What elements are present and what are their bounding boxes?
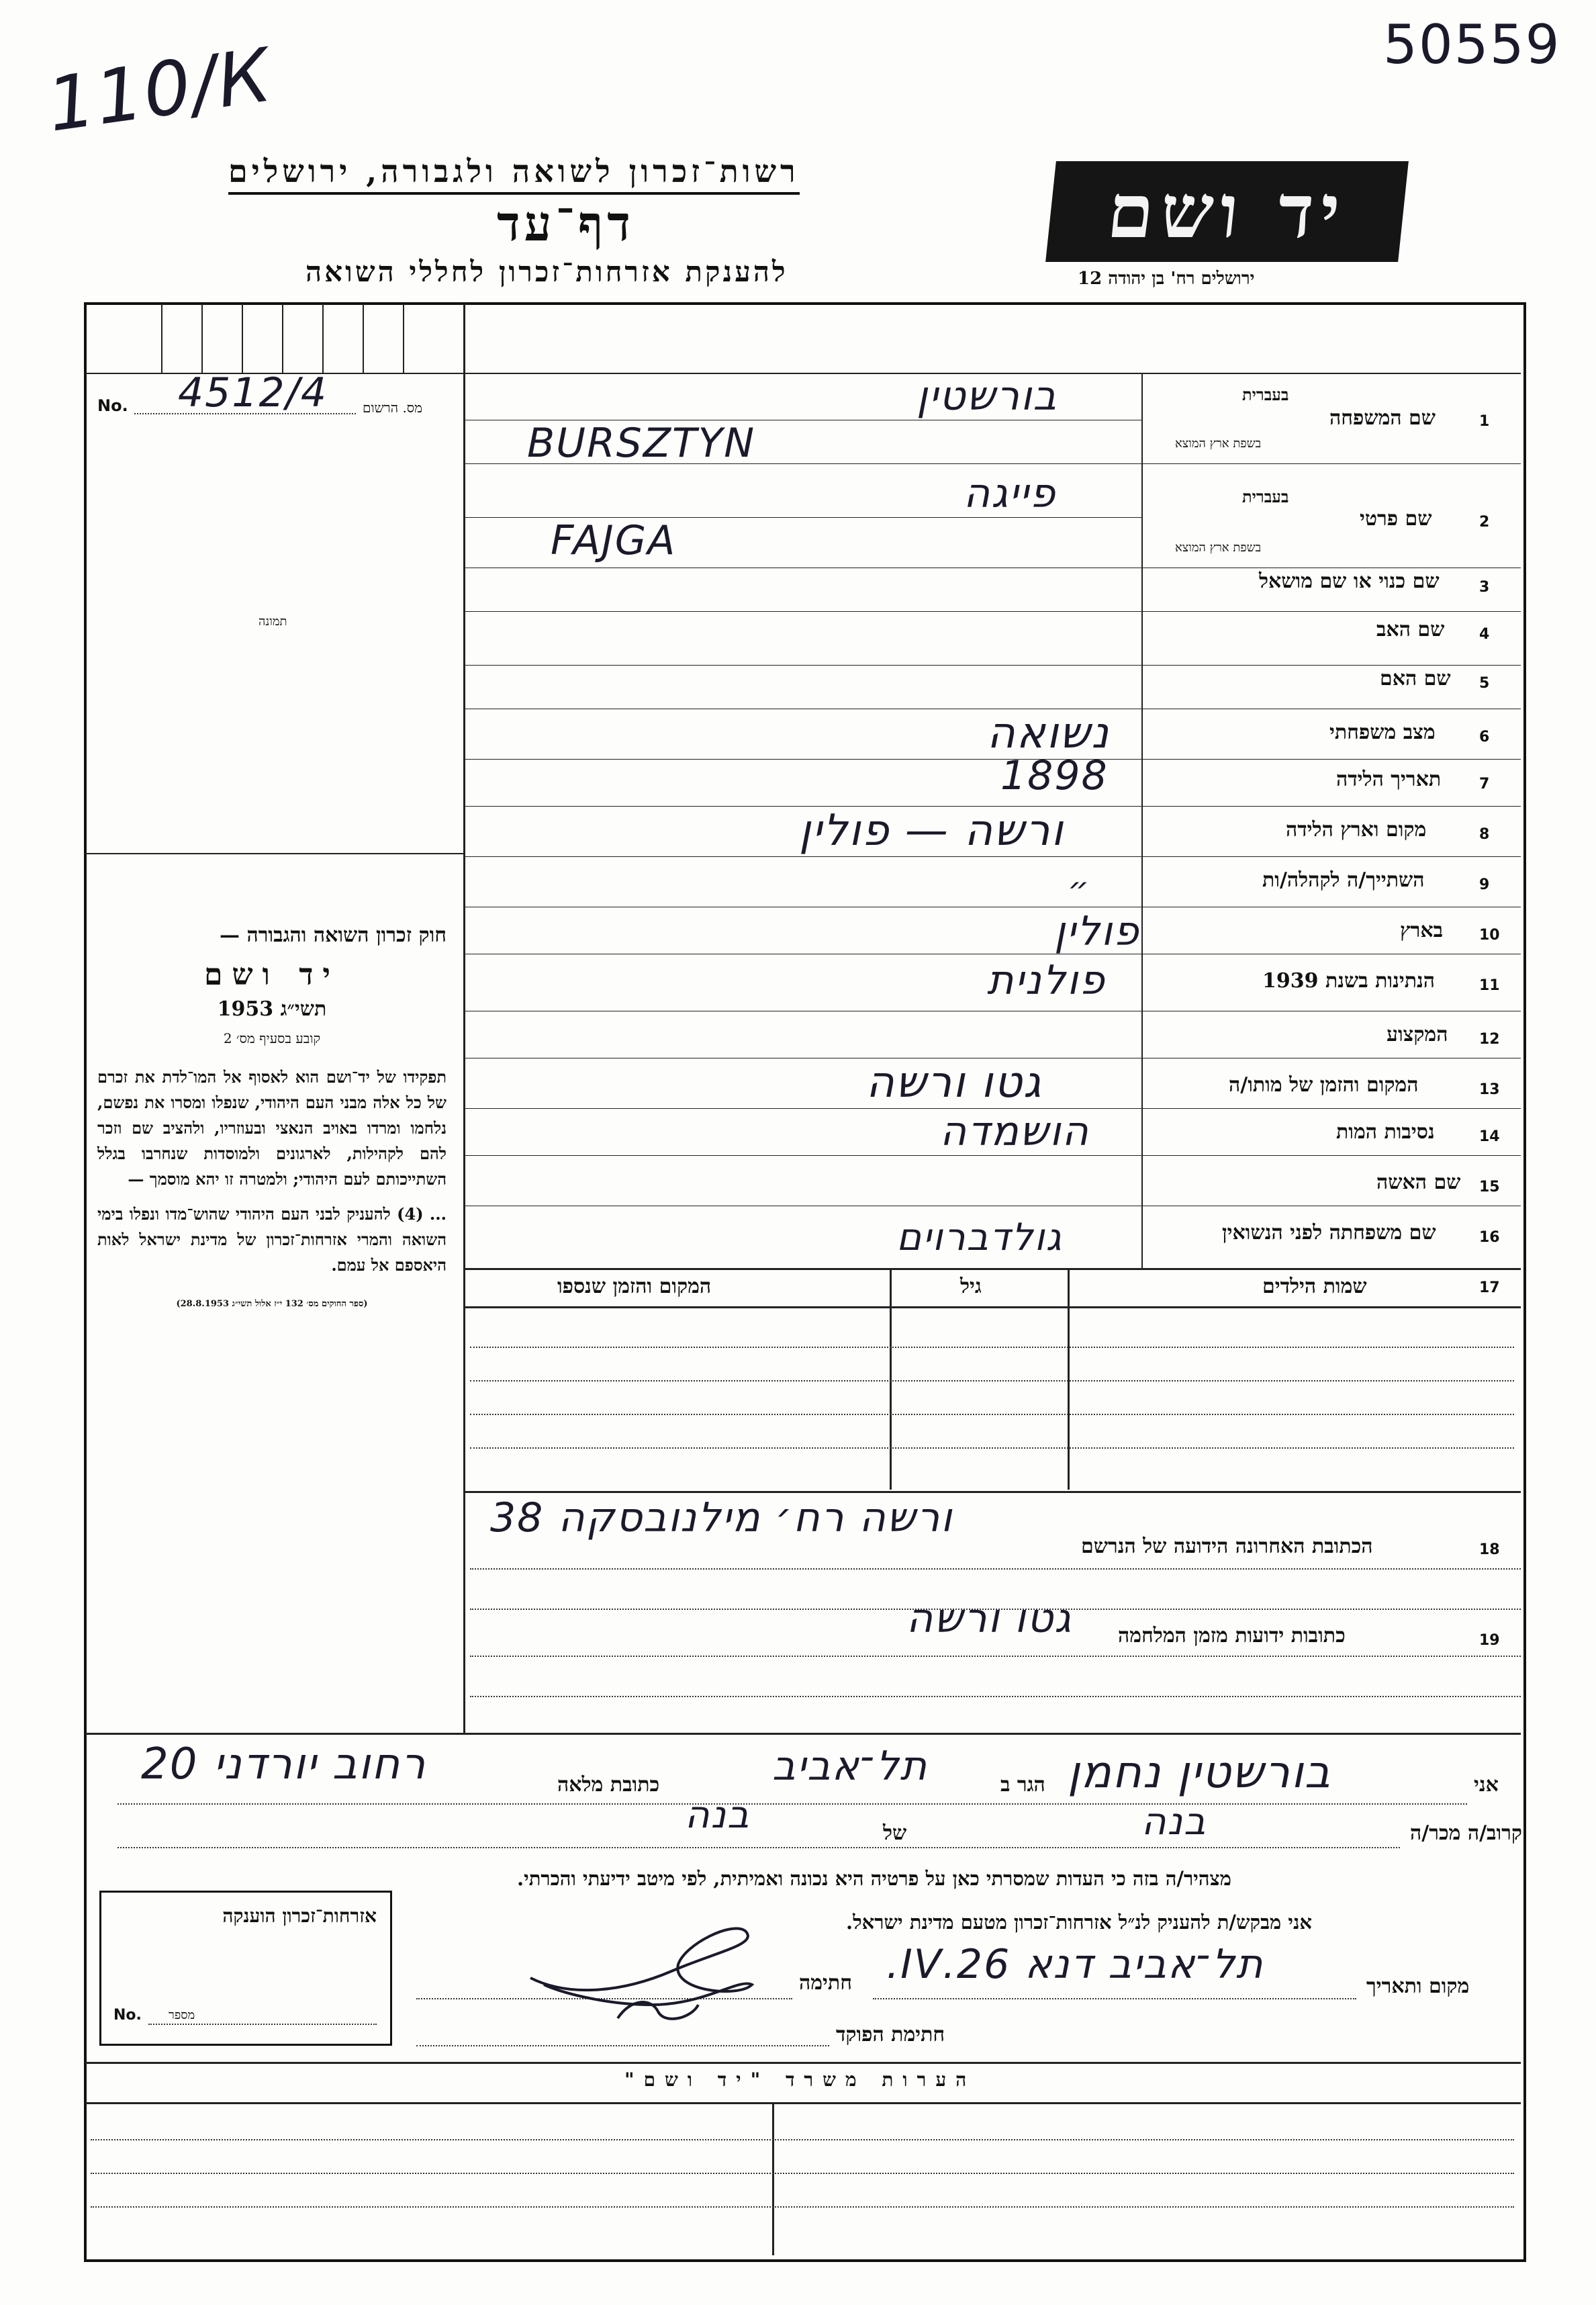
resides-label: הגר ב bbox=[1000, 1773, 1045, 1797]
relative-value: בנה bbox=[1141, 1800, 1207, 1844]
photo-label: תמונה bbox=[259, 615, 287, 629]
children-col-place: המקום והזמן שנספו bbox=[557, 1275, 712, 1298]
reg-label: מס. הרשום bbox=[363, 400, 423, 416]
field-4-number: 4 bbox=[1479, 626, 1490, 643]
form-title: דף־עד bbox=[497, 195, 635, 252]
field-15-number: 15 bbox=[1479, 1179, 1500, 1195]
field-13-value: גטו ורשה bbox=[866, 1058, 1043, 1108]
field-7-number: 7 bbox=[1479, 776, 1490, 793]
grant-number-label: מספר bbox=[169, 2008, 195, 2022]
field-2-sub-origin: בשפת ארץ המוצא bbox=[1175, 541, 1262, 555]
field-18-label: הכתובת האחרונה הידועה של הנרשם bbox=[1081, 1535, 1373, 1558]
relative-label: קרוב/ה מכר/ה bbox=[1410, 1821, 1522, 1845]
field-9-number: 9 bbox=[1479, 876, 1490, 893]
field-13-label: המקום והזמן של מותו/ה bbox=[1229, 1073, 1419, 1097]
field-12-label: המקצוע bbox=[1387, 1023, 1448, 1046]
law-box bbox=[97, 923, 447, 1309]
authority-title: רשות־זכרון לשואה ולגבורה, ירושלים bbox=[228, 153, 800, 195]
corner-handwritten-mark: 110/К bbox=[42, 32, 277, 148]
law-title: חוק זכרון השואה והגבורה — bbox=[220, 923, 447, 947]
field-13-number: 13 bbox=[1479, 1081, 1500, 1098]
law-clause: קובע בסעיף מס׳ 2 bbox=[223, 1030, 321, 1046]
grant-box bbox=[99, 1891, 392, 2046]
signature-scribble bbox=[517, 1917, 772, 2032]
place-date-label: מקום ותאריך bbox=[1366, 1975, 1470, 1998]
form-subtitle: להענקת אזרחות־זכרון לחללי השואה bbox=[306, 255, 788, 288]
of-label: של bbox=[883, 1821, 907, 1845]
field-7-value: 1898 bbox=[1000, 752, 1109, 799]
field-16-label: שם משפחתה לפני הנשואין bbox=[1222, 1221, 1436, 1245]
full-address-value: רחוב יורדני 20 bbox=[141, 1739, 427, 1789]
field-19-number: 19 bbox=[1479, 1632, 1500, 1649]
office-notes-title: הערות משרד "יד ושם" bbox=[624, 2069, 976, 2091]
grant-no-label: No. bbox=[113, 2007, 142, 2024]
field-16-value: גולדברוים bbox=[896, 1216, 1063, 1259]
logo-text: יד ושם bbox=[1103, 168, 1351, 255]
address-text: ירושלים רח' בן יהודה 12 bbox=[1078, 269, 1255, 289]
law-year: תשי״ג 1953 bbox=[217, 997, 327, 1021]
field-8-number: 8 bbox=[1479, 826, 1490, 843]
reg-no-label: No. bbox=[97, 396, 128, 415]
yad-vashem-logo bbox=[1045, 161, 1409, 262]
field-16-number: 16 bbox=[1479, 1229, 1500, 1246]
field-2-sub-hebrew: בעברית bbox=[1242, 487, 1289, 506]
field-5-label: שם האם bbox=[1380, 667, 1451, 690]
grant-box-title: אזרחות־זכרון הוענקה bbox=[222, 1905, 377, 1927]
field-1-sub-origin: בשפת ארץ המוצא bbox=[1175, 437, 1262, 451]
field-1-value-origin: BURSZTYN bbox=[527, 420, 756, 467]
law-name: יד ושם bbox=[204, 958, 340, 992]
field-12-number: 12 bbox=[1479, 1031, 1500, 1048]
request-statement: אני מבקש/ת להעניק לנ״ל אזרחות־זכרון מטעם מדינת ישראל. bbox=[846, 1911, 1312, 1934]
field-6-value: נשואה bbox=[987, 709, 1110, 758]
field-6-label: מצב משפחתי bbox=[1329, 721, 1436, 744]
field-18-number: 18 bbox=[1479, 1541, 1500, 1558]
field-17-number: 17 bbox=[1479, 1279, 1500, 1296]
place-date-value: תל־אביב דנא 26.IV. bbox=[886, 1941, 1264, 1988]
field-19-label: כתובות ידועות מזמן המלחמה bbox=[1118, 1624, 1346, 1647]
field-1-label: שם המשפחה bbox=[1329, 406, 1436, 430]
field-10-value: פולין bbox=[1054, 908, 1140, 955]
field-18-value: ורשה רח׳ מילנובסקה 38 bbox=[490, 1494, 953, 1541]
field-2-value-origin: FAJGA bbox=[551, 517, 677, 564]
reg-value: 4512/4 bbox=[178, 369, 328, 416]
signature-label: חתימה bbox=[799, 1971, 852, 1995]
field-2-number: 2 bbox=[1479, 514, 1490, 531]
field-19-value: גטו ורשה bbox=[906, 1595, 1072, 1642]
field-2-label: שם פרטי bbox=[1360, 507, 1432, 531]
children-col-age: גיל bbox=[960, 1275, 982, 1298]
field-11-number: 11 bbox=[1479, 977, 1500, 994]
declarant-value: בורשטין נחמן bbox=[1068, 1746, 1332, 1798]
official-signature-label: חתימת הפוקד bbox=[836, 2023, 945, 2046]
field-11-value: פולנית bbox=[987, 957, 1106, 1004]
field-14-label: נסיבות המות bbox=[1336, 1120, 1435, 1144]
document-number: 50559 bbox=[1383, 13, 1561, 76]
field-10-label: בארץ bbox=[1400, 919, 1444, 942]
field-14-value: הושמדה bbox=[940, 1108, 1090, 1155]
resides-value: תל־אביב bbox=[772, 1743, 929, 1790]
law-citation: (ספר החוקים מס׳ 132 י״ז אלול תשי״ג 28.8.1953) bbox=[176, 1299, 368, 1309]
field-9-value: ״ bbox=[1068, 870, 1091, 909]
field-15-label: שם האשה bbox=[1376, 1171, 1461, 1194]
law-paragraph-2: ... (4) להעניק לבני העם היהודי שהוש־מדו ונפלו בימי השואה והמרי אזרחות־זכרון של מדינת ישראל לאות היאספם אל עמם. bbox=[97, 1204, 447, 1275]
declarant-label: אני bbox=[1474, 1773, 1499, 1797]
declaration-statement: מצהיר/ה בזה כי העדות שמסרתי כאן על פרטיה היא נכונה ואמיתית, לפי מיטב ידיעתי והכרתי. bbox=[517, 1867, 1231, 1890]
field-9-label: השתייך/ה לקהלה/ות bbox=[1262, 868, 1425, 892]
field-1-number: 1 bbox=[1479, 413, 1490, 430]
field-8-label: מקום וארץ הלידה bbox=[1286, 818, 1427, 842]
field-5-number: 5 bbox=[1479, 675, 1490, 692]
field-11-label: הנתינות בשנת 1939 bbox=[1262, 969, 1436, 993]
field-3-number: 3 bbox=[1479, 579, 1490, 596]
children-col-names: שמות הילדים bbox=[1262, 1275, 1367, 1298]
field-3-label: שם כנוי או שם מושאל bbox=[1259, 570, 1440, 593]
of-value: בנה bbox=[685, 1793, 751, 1837]
field-7-label: תאריך הלידה bbox=[1336, 768, 1442, 791]
field-8-value: ורשה — פולין bbox=[799, 806, 1064, 856]
field-14-number: 14 bbox=[1479, 1128, 1500, 1145]
field-10-number: 10 bbox=[1479, 927, 1500, 944]
field-1-value-hebrew: בורשטין bbox=[917, 373, 1058, 420]
field-1-sub-hebrew: בעברית bbox=[1242, 385, 1289, 404]
field-2-value-hebrew: פייגה bbox=[964, 470, 1057, 517]
field-6-number: 6 bbox=[1479, 729, 1490, 745]
full-address-label: כתובת מלאה bbox=[557, 1773, 660, 1797]
law-paragraph-1: תפקידו של יד־ושם הוא לאסוף אל המו־לדת את זכרם של כל אלה מבני העם היהודי, שנפלו ומסרו את נפשם, נלחמו ומרדו באויב הנאצי ובעוזריו, ולהציב שם וזכר להם לקהילות, לארגונים ולמוסדות שנחרבו בגלל השתייכותם לעם היהודי; ולמטרה זו יהא מוסמך — bbox=[97, 1067, 447, 1189]
field-4-label: שם האב bbox=[1376, 618, 1445, 641]
